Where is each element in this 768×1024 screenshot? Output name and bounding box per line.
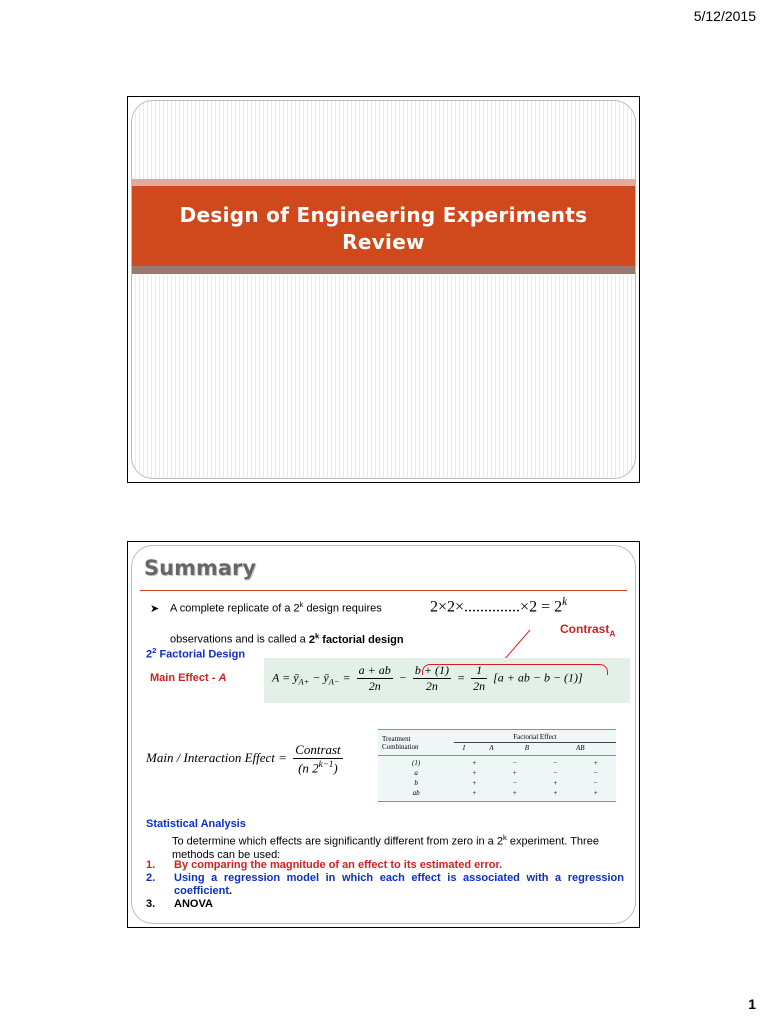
observations-line [170,631,404,646]
mie-fraction [293,742,343,776]
list-item-number: 2. [146,872,156,884]
stat-body-pre: To determine which effects are significantly different from zero in a 2 [172,835,503,848]
eq-f1-den: 2n [368,679,381,693]
table-cell: − [512,759,517,767]
table-column-header: B [524,744,530,752]
fd-title-sup: 2 [152,646,157,655]
replicate-formula [430,596,567,616]
methods-list [146,859,624,911]
table-column-header: I [462,744,466,752]
stat-body-sup: k [502,833,507,842]
replicate-formula-text: 2×2×..............×2 = 2 [430,598,563,616]
list-item-number: 3. [146,898,156,910]
eq-sub1: A+ [298,677,310,687]
table-cell: − [512,779,517,787]
eq-equals2: = [453,670,469,685]
table-cell: − [593,779,598,787]
slide-1 [127,96,640,483]
slide-2-title: Summary [144,556,257,580]
slide-1-title-line1: Design of Engineering Experiments [179,203,588,227]
observations-bold: 2 [308,633,315,646]
mie-den-sup: k−1 [318,759,334,769]
list-item-text: By comparing the magnitude of an effect to its estimated error. [174,859,503,871]
eq-f2-den: 2n [425,679,438,693]
table-row [378,768,616,778]
bullet-sup: k [299,600,304,609]
table-cell: b [414,779,418,787]
fd-title-rest: Factorial Design [156,648,246,661]
replicate-formula-sup: k [562,596,568,608]
bullet-replicate [150,600,382,615]
mie-num: Contrast [295,742,341,757]
table-cell: + [553,779,558,787]
eq-equals1: = [339,670,354,685]
list-item [146,859,624,872]
main-effect-text: Main Effect - [150,672,219,684]
title-divider [140,590,627,591]
interaction-effect-formula [146,742,346,776]
list-item-text-tail: . [229,885,233,897]
table-cell: + [553,789,558,797]
slide-1-background [131,100,636,479]
list-item [146,898,624,911]
table-cell: + [593,759,598,767]
table-cell: − [553,759,558,767]
slide-2-background [131,545,636,924]
table-header-treatment-line2: Combination [382,742,419,751]
observations-text: observations and is called a [170,633,309,646]
observations-bold-sup: k [314,631,320,640]
table-cell: + [472,789,477,797]
observations-bold-rest: factorial design [319,633,404,646]
eq-f3-num: 1 [471,663,487,679]
table-header-treatment [378,732,454,753]
eq-f2-num: b + (1) [414,663,449,677]
eq-minus: − ȳ [309,670,329,685]
fd-title-base: 2 [146,648,153,661]
mie-lhs: Main / Interaction Effect = [146,750,291,766]
table-cell: (1) [411,759,421,767]
sign-table [378,729,616,802]
main-effect-var: A [218,672,227,684]
table-cell: + [472,779,477,787]
statistical-analysis-body [172,831,622,862]
slide-1-title-line2: Review [342,230,425,254]
title-accent-line [132,179,635,186]
bullet-text-prefix: A complete replicate of a 2 [170,602,300,615]
table-row [378,788,616,798]
main-effect-label [150,672,226,684]
arrow-bullet-icon: ➤ [150,602,160,615]
table-row [378,778,616,788]
table-cell: + [593,789,598,797]
table-cell: + [512,789,517,797]
contrast-label-text: Contrast [560,622,610,636]
bullet-text-suffix: design requires [303,602,382,615]
table-cell: − [553,769,558,777]
eq-minus2: − [395,670,410,685]
title-band-shadow [132,266,635,274]
table-cell: − [593,769,598,777]
table-column-header: A [489,744,494,752]
list-item-text-main: Using a regression model in which each effect is associated with a regression coefficient [174,872,624,897]
table-cell: ab [412,789,420,797]
eq-f3-den: 2n [473,679,486,693]
eq-fraction-1 [357,663,393,694]
contrast-label-sub: A [609,628,616,639]
table-cell: a [414,769,418,777]
table-row [378,758,616,768]
table-cell: + [472,759,477,767]
mie-den-base: (n 2 [298,760,319,776]
factorial-design-heading [146,646,245,661]
header-date: 5/12/2015 [693,8,756,24]
page-number: 1 [748,996,756,1012]
list-item-text [174,872,624,898]
stat-body-post: experiment. Three methods can be used: [172,835,599,861]
slide-2 [127,541,640,928]
contrast-brace [422,664,608,675]
table-header-treatment-line1: Treatment [382,734,411,743]
eq-bracket: [a + ab − b − (1)] [490,670,583,685]
eq-sub2: A− [328,677,340,687]
contrast-label [560,622,615,638]
table-header-factorial-effect: Factorial Effect [454,732,616,743]
list-item [146,872,624,898]
eq-lhs: A = ȳ [272,670,299,685]
statistical-analysis-heading: Statistical Analysis [146,818,246,830]
list-item-number: 1. [146,859,156,871]
table-column-header: AB [576,744,585,752]
mie-den [293,759,343,776]
table-cell: + [472,769,477,777]
list-item-text: ANOVA [174,898,213,910]
mie-den-close: ) [333,760,338,776]
eq-f1-num: a + ab [358,663,391,677]
slide-1-title [132,202,635,256]
table-cell: + [512,769,517,777]
